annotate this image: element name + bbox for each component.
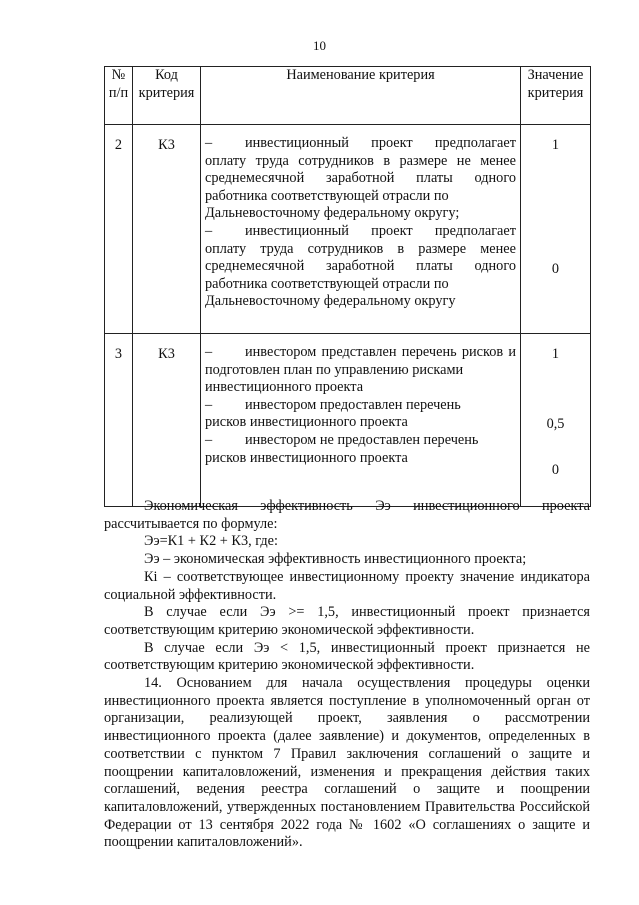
criterion-tail: Дальневосточному федеральному округу; [205, 205, 460, 222]
dash-marker: – [205, 135, 213, 151]
body-text [104, 498, 590, 852]
value-text: 0,5 [546, 416, 565, 432]
criterion-text: инвестиционный проект предполагает [245, 135, 516, 151]
criterion-text: инвестором представлен перечень рисков [245, 344, 504, 360]
row-description [201, 125, 521, 334]
criterion-item [205, 223, 516, 293]
criterion-text: инвестором не предоставлен перечень [245, 431, 479, 448]
criteria-table [104, 66, 591, 507]
criterion-text: инвестором предоставлен перечень [245, 396, 461, 413]
value-text: 0 [551, 261, 560, 277]
value-text: 0 [551, 462, 560, 478]
criterion-item [205, 397, 516, 415]
value-text: 1 [551, 346, 560, 362]
row-description [201, 334, 521, 507]
criterion-text: оплату труда сотрудников в размере не менее среднемесячной заработной платы одного работника соответствующей отрасли по [205, 152, 516, 204]
table-header-row [105, 67, 591, 125]
paragraph: В случае если Ээ < 1,5, инвестиционный проект признается не соответствующим критерию экономической эффективности. [104, 639, 590, 674]
criterion-tail: инвестиционного проекта [205, 379, 364, 396]
criterion-text: инвестиционный проект предполагает [245, 222, 516, 239]
criterion-item [205, 432, 516, 450]
criterion-text: оплату труда сотрудников в размере менее среднемесячной заработной платы одного работника соответствующей отрасли по [205, 240, 516, 292]
row-num: 2 [105, 125, 133, 334]
paragraph: Ээ – экономическая эффективность инвестиционного проекта; [144, 551, 527, 568]
header-value: Значение критерия [521, 67, 591, 125]
criterion-tail: рисков инвестиционного проекта [205, 414, 408, 431]
criterion-item [205, 344, 516, 379]
paragraph: 14. Основанием для начала осуществления процедуры оценки инвестиционного проекта является поступление в уполномоченный орган от организации, реализующей проект, заявления о рассмотрении инвестиционного проекта (далее заявление) и документов, определенных в соответствии с пунктом 7 Правил заключения соглашений о защите и поощрении капиталовложений, изменения и прекращения действия таких соглашений, ведения реестра соглашений о защите и поощрении капиталовложений, утвержденных постановлением Правительства Российской Федерации от 13 сентября 2022 года № 1602 «О соглашениях о защите и поощрении капиталовложений». [104, 675, 590, 851]
paragraph: Ээ=К1 + К2 + К3, где: [144, 533, 279, 550]
row-value [521, 334, 591, 507]
dash-marker: – [205, 396, 213, 413]
header-name: Наименование критерия [201, 67, 521, 125]
dash-marker: – [205, 344, 213, 360]
dash-marker: – [205, 431, 213, 448]
row-code: К3 [133, 334, 201, 507]
table-row [105, 125, 591, 334]
paragraph: Кi – соответствующее инвестиционному проекту значение индикатора социальной эффективности. [104, 568, 590, 603]
criterion-tail: Дальневосточному федеральному округу [205, 293, 456, 310]
value-text: 1 [551, 137, 560, 153]
row-code: К3 [133, 125, 201, 334]
row-value [521, 125, 591, 334]
table-row [105, 334, 591, 507]
header-num: № п/п [105, 67, 133, 125]
paragraph: В случае если Ээ >= 1,5, инвестиционный проект признается соответствующим критерию экономической эффективности. [104, 604, 590, 638]
criterion-item [205, 135, 516, 205]
paragraph: Экономическая эффективность Ээ инвестиционного проекта рассчитывается по формуле: [104, 498, 590, 532]
criterion-tail: рисков инвестиционного проекта [205, 449, 408, 466]
dash-marker: – [205, 222, 213, 239]
page-number: 10 [313, 38, 326, 53]
header-code: Код критерия [133, 67, 201, 125]
row-num: 3 [105, 334, 133, 507]
criterion-text: и подготовлен план по управлению рисками [205, 344, 516, 378]
